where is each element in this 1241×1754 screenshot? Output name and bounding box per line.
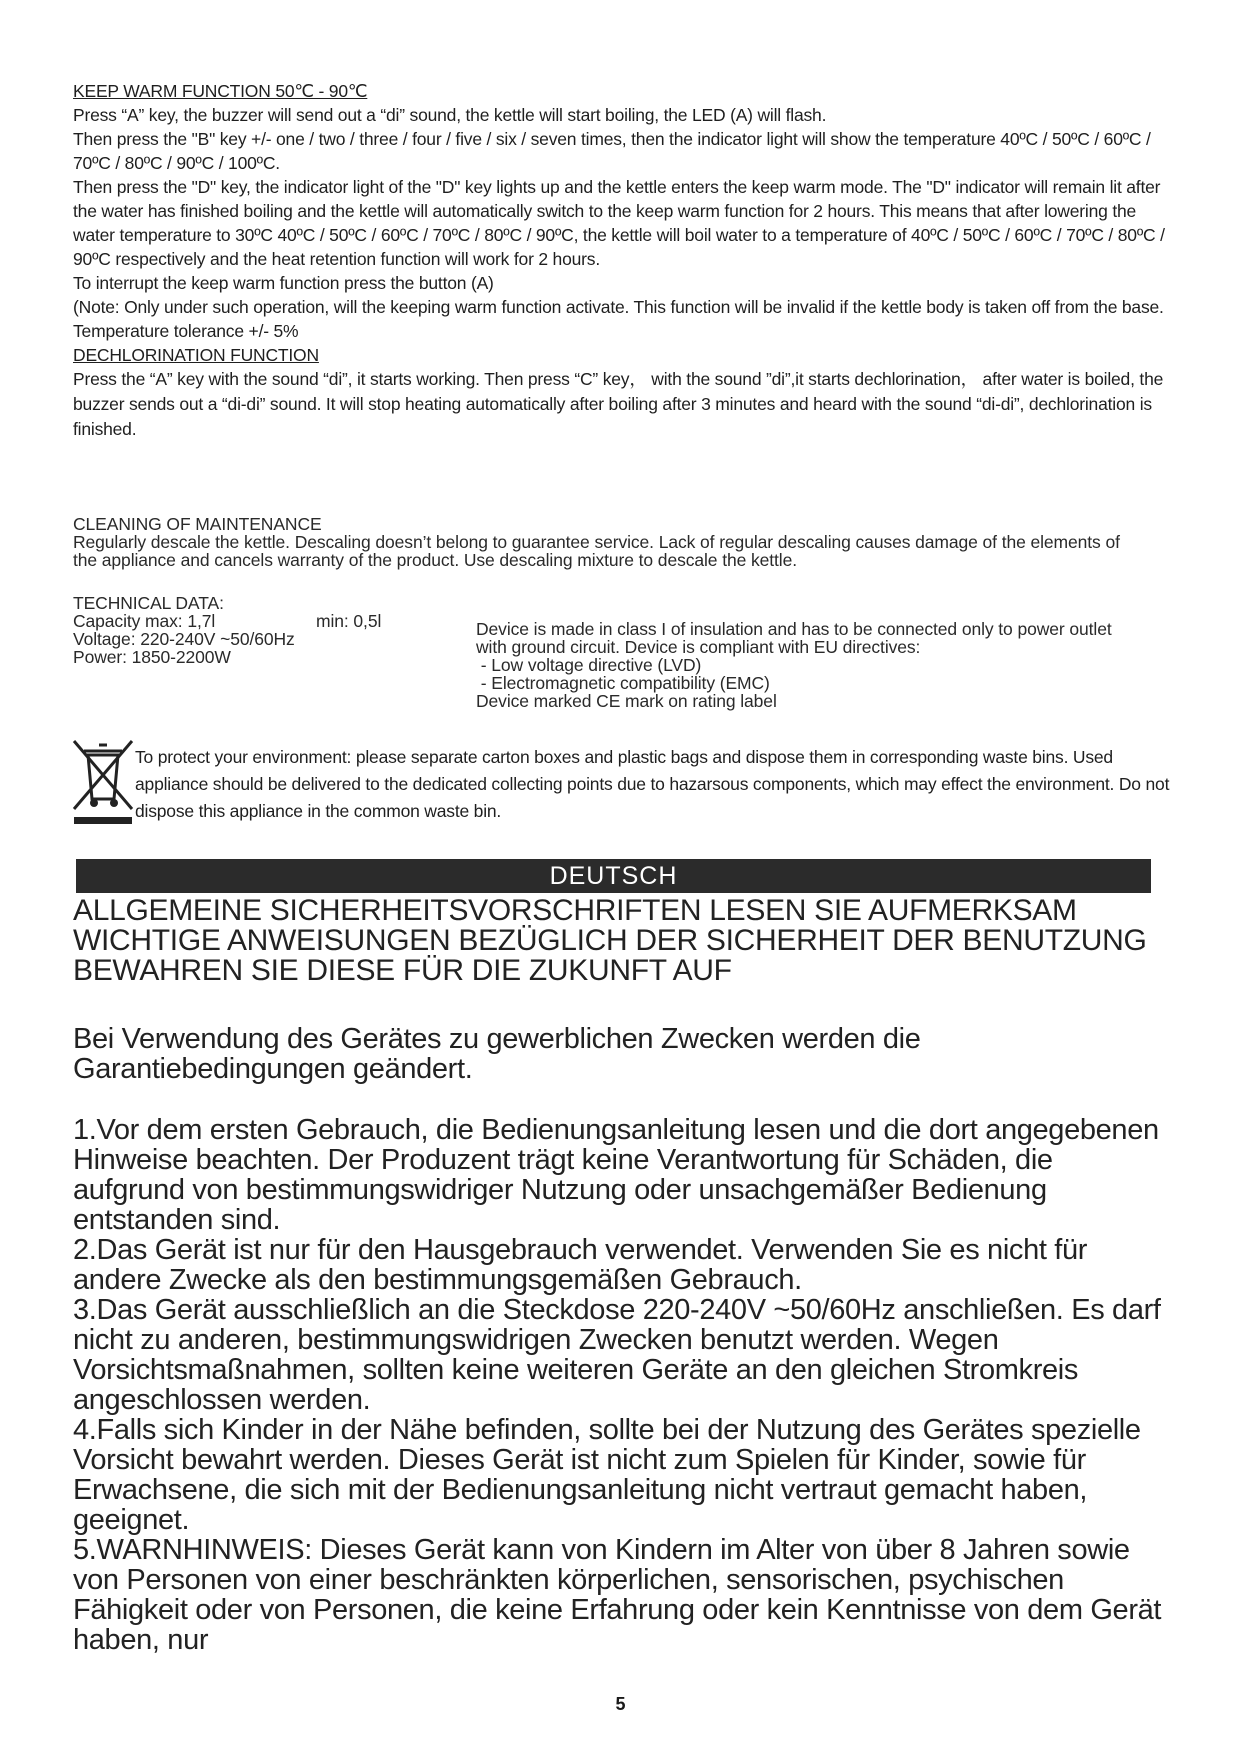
- german-item-4: 4.Falls sich Kinder in der Nähe befinden, sollte bei der Nutzung des Gerätes spezielle Vorsicht bewahrt werden. Dieses Gerät ist nicht zum Spielen für Kinder, sowie für Erwachsene, die sich mit der Bedienungsanleitung nicht vertraut gemacht haben, geeignet.: [73, 1414, 1141, 1536]
- voltage: Voltage: 220-240V ~50/60Hz: [73, 629, 295, 649]
- dechlorination-text: Press the “A” key with the sound “di”, it starts working. Then press “C” key， with the sound ”di”,it starts dechlorination， after water is boiled, the buzzer sends out a “di-di” sound. It will stop heating automatically after boiling after 3 minutes and heard with the sound “di-di”, dechlorination is finished.: [73, 369, 1164, 439]
- technical-heading: TECHNICAL DATA:: [73, 593, 224, 613]
- german-safety-heading: ALLGEMEINE SICHERHEITSVORSCHRIFTEN LESEN SIE AUFMERKSAM WICHTIGE ANWEISUNGEN BEZÜGLICH DER SICHERHEIT DER BENUTZUNG BEWAHREN SIE DIESE FÜR DIE ZUKUNFT AUF: [73, 894, 1147, 987]
- capacity-min: min: 0,5l: [316, 611, 382, 631]
- dechlorination-heading: DECHLORINATION FUNCTION: [73, 345, 319, 365]
- device-line-3: - Low voltage directive (LVD): [476, 655, 702, 675]
- device-line-5: Device marked CE mark on rating label: [476, 691, 777, 711]
- device-line-1: Device is made in class I of insulation and has to be connected only to power outlet: [476, 619, 1112, 639]
- keep-warm-heading: KEEP WARM FUNCTION 50℃ - 90℃: [73, 81, 368, 101]
- technical-data-section: [73, 594, 493, 666]
- device-line-2: with ground circuit. Device is compliant with EU directives:: [476, 637, 921, 657]
- crossed-out-wheelie-bin-icon: [70, 737, 136, 825]
- german-item-5: 5.WARNHINWEIS: Dieses Gerät kann von Kindern im Alter von über 8 Jahren sowie von Personen von einer beschränkten körperlichen, sensorischen, psychischen Fähigkeit oder von Personen, die keine Erfahrung oder kein Kenntnisse von dem Gerät haben, nur: [73, 1534, 1162, 1656]
- temperature-tolerance: Temperature tolerance +/- 5%: [73, 321, 299, 341]
- german-item-2: 2.Das Gerät ist nur für den Hausgebrauch verwendet. Verwenden Sie es nicht für andere Zwecke als den bestimmungsgemäßen Gebrauch.: [73, 1234, 1088, 1296]
- keep-warm-line-1: Press “A” key, the buzzer will send out a “di” sound, the kettle will start boiling, the LED (A) will flash.: [73, 105, 827, 125]
- cleaning-text: Regularly descale the kettle. Descaling doesn’t belong to guarantee service. Lack of regular descaling causes damage of the elements of the appliance and cancels warranty of the product. Use descaling mixture to descale the kettle.: [73, 532, 1120, 570]
- keep-warm-line-2: Then press the "B" key +/- one / two / three / four / five / six / seven times, then the indicator light will show the temperature 40ºC / 50ºC / 60ºC / 70ºC / 80ºC / 90ºC / 100ºC.: [73, 129, 1151, 173]
- keep-warm-note: (Note: Only under such operation, will the keeping warm function activate. This function will be invalid if the kettle body is taken off from the base.: [73, 297, 1164, 317]
- device-compliance: [476, 620, 1176, 710]
- german-intro: Bei Verwendung des Gerätes zu gewerblichen Zwecken werden die Garantiebedingungen geändert.: [73, 1023, 921, 1085]
- german-item-3: 3.Das Gerät ausschließlich an die Steckdose 220-240V ~50/60Hz anschließen. Es darf nicht zu anderen, bestimmungswidrigen Zwecken benutzt werden. Wegen Vorsichtsmaßnahmen, sollten keine weiteren Geräte an den gleichen Stromkreis angeschlossen werden.: [73, 1294, 1161, 1416]
- german-items: [73, 1115, 1168, 1655]
- deutsch-banner: DEUTSCH: [76, 859, 1151, 893]
- keep-warm-line-3: Then press the "D" key, the indicator light of the "D" key lights up and the kettle enters the keep warm mode. The "D" indicator will remain lit after the water has finished boiling and the kettle will automatically switch to the keep warm function for 2 hours. This means that after lowering the water temperature to 30ºC 40ºC / 50ºC / 60ºC / 70ºC / 80ºC / 90ºC, the kettle will boil water to a temperature of 40ºC / 50ºC / 60ºC / 70ºC / 80ºC / 90ºC respectively and the heat retention function will work for 2 hours.: [73, 177, 1165, 269]
- keep-warm-line-4: To interrupt the keep warm function press the button (A): [73, 273, 494, 293]
- power: Power: 1850-2200W: [73, 647, 231, 667]
- german-item-1: 1.Vor dem ersten Gebrauch, die Bedienungsanleitung lesen und die dort angegebenen Hinweise beachten. Der Produzent trägt keine Verantwortung für Schäden, die aufgrund von bestimmungswidriger Nutzung oder unsachgemäßer Bedienung entstanden sind.: [73, 1114, 1159, 1236]
- cleaning-section: [73, 515, 1123, 569]
- keep-warm-section: [73, 79, 1168, 442]
- page-number: 5: [615, 1694, 626, 1714]
- cleaning-heading: CLEANING OF MAINTENANCE: [73, 514, 322, 534]
- device-line-4: - Electromagnetic compatibility (EMC): [476, 673, 770, 693]
- capacity-max: Capacity max: 1,7l: [73, 611, 216, 631]
- environment-text: To protect your environment: please separate carton boxes and plastic bags and dispose them in corresponding waste bins. Used appliance should be delivered to the dedicated collecting points due to hazarsous components, which may effect the environment. Do not dispose this appliance in the common waste bin.: [135, 747, 1170, 821]
